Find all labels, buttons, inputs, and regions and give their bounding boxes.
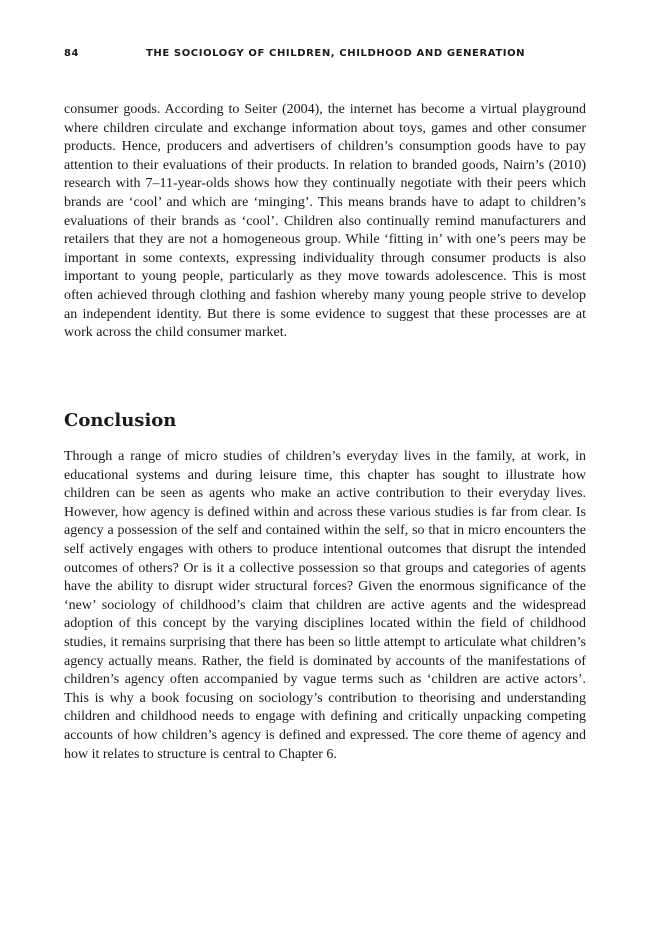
paragraph-consumer-goods: consumer goods. According to Seiter (2004), the internet has become a virtual playground where children circulate and exchange information about toys, games and other consumer products. Hence, producers and advertisers of children’s consumption goods have to pay attention to their evaluations of their products. In relation to branded goods, Nairn’s (2010) research with 7–11-year-olds shows how they continually negotiate with their peers which brands are ‘cool’ and which are ‘minging’. This means brands have to adapt to children’s evaluations of their brands as ‘cool’. Children also continually remind manufacturers and retailers that they are not a homogeneous group. While ‘fitting in’ with one’s peers may be important in some contexts, expressing individuality through consumer products is also important to young people, particularly as they move towards adolescence. This is most often achieved through clothing and fashion whereby many young people strive to develop an independent identity. But there is some evidence to suggest that these processes are at work across the child consumer market. <box>64 102 586 341</box>
body-text-conclusion <box>64 448 586 764</box>
page-number: 84 <box>64 48 80 59</box>
running-header <box>64 46 586 62</box>
body-text-top <box>64 101 586 343</box>
section-heading-conclusion: Conclusion <box>64 410 177 431</box>
book-title: THE SOCIOLOGY OF CHILDREN, CHILDHOOD AND GENERATION <box>146 48 526 59</box>
paragraph-conclusion: Through a range of micro studies of children’s everyday lives in the family, at work, in educational systems and during leisure time, this chapter has sought to illustrate how children can be seen as agents who make an active contribution to their everyday lives. However, how agency is defined within and across these various studies is far from clear. Is agency a possession of the self and contained within the self, so that in micro encounters the self actively engages with others to produce intentional outcomes that disrupt the intended outcomes of others? Or is it a collective possession so that groups and categories of agents have the ability to disrupt wider structural forces? Given the enormous significance of the ‘new’ sociology of childhood’s claim that children are active agents and the widespread adoption of this concept by the varying disciplines located within the field of childhood studies, it remains surprising that there has been so little attempt to articulate what children’s agency actually means. Rather, the field is dominated by accounts of the manifestations of children’s agency often accompanied by vague terms such as ‘children are active actors’. This is why a book focusing on sociology’s contribution to theorising and understanding children and childhood needs to engage with defining and critically unpacking competing accounts of how children’s agency is defined and expressed. The core theme of agency and how it relates to structure is central to Chapter 6. <box>64 449 586 762</box>
